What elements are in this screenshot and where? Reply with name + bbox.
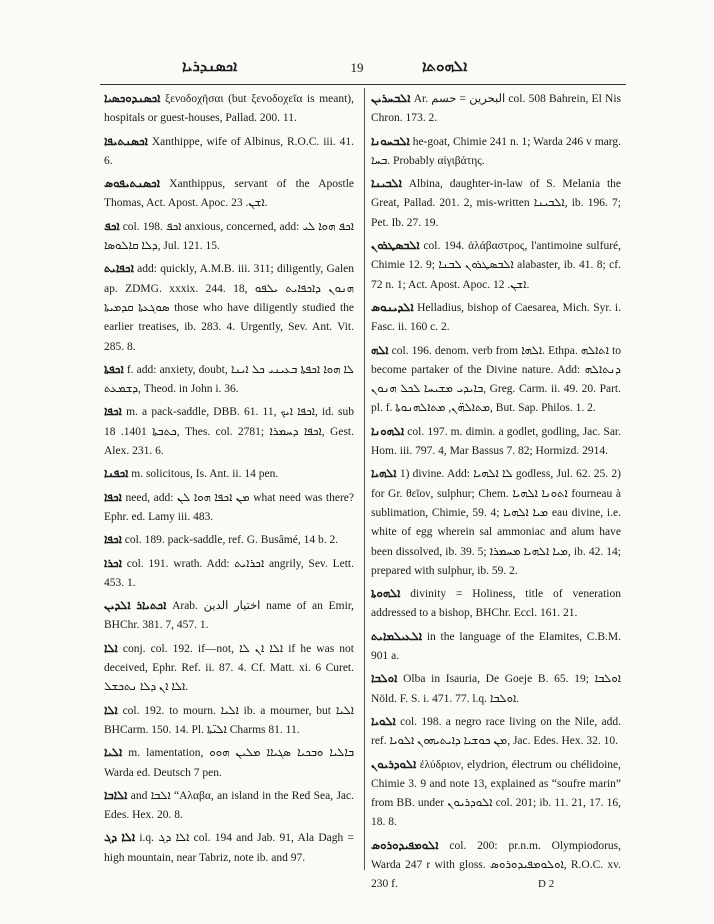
- dictionary-entry: [371, 670, 621, 709]
- entry-text: col. 197. m. dimin. a godlet, godling, Jac. Sar. Hom. iii. 797. 4, Mar Bassus 7. 82; Hormizd. 2914.: [371, 425, 621, 458]
- entry-headword: ܐܠܗܝܐ: [371, 468, 397, 481]
- entry-headword: ܐܠܥܝܠܡܐܝܬ: [371, 630, 423, 643]
- entry-headword: ܐܟܦܐ: [104, 406, 122, 419]
- entry-headword: ܐܠܒܚܘܢܐ: [371, 135, 410, 148]
- entry-text: col. 191. wrath. Add: ܐܟܪܐܝܬ angrily, Sev. Lett. 453. 1.: [104, 557, 354, 589]
- entry-headword: ܐܟܦܐܝܬ: [104, 263, 134, 276]
- dictionary-entry: [371, 299, 621, 338]
- entry-headword: ܐܘܠܒܐ: [371, 673, 398, 686]
- entry-text: Albina, daughter-in-law of S. Melania the Great, Pallad. 201. 2, mis-written ܐܠܒܝܢܐ, ib. 196. 7; Pet. Ib. 27. 19.: [371, 178, 622, 229]
- entry-text: f. add: anxiety, doubt, ܠܐ ܗܘܐ ܐܟܦܬܐ ܒܥܝܢܝ ܟܠ ܐܝܢܐ ܕܫܡܥܬ, Theod. in John i. 36.: [104, 363, 355, 396]
- dictionary-entry: [104, 90, 354, 129]
- entry-text: 1) divine. Add: ܠܐ ܐܠܗܝܐ godless, Jul. 62. 25. 2) for Gr. θεῖον, sulphur; Chem. ܐܬܘܢܐ ܐܠܗܝܐ fourneau à sublimation, Chimie, 59. 4; ܡܝܐ ܐܠܗܝܐ eau divine, i.e. white of egg wherein sal ammoniac and alum have been dissolved, ib. 39. 5; ܡܝܐ ܐܠܗܝܐ ܡܚܡܪܐ, ib. 42. 14; prepared with sulphur, ib. 59. 2.: [371, 468, 622, 577]
- signature-mark: D 2: [538, 878, 555, 890]
- entry-text: Arab. اختيار الدين name of an Emir, BHChr. 381. 7, 457. 1.: [104, 600, 355, 632]
- entry-headword: ܐܟܣܢܕܘܟܣܝܐ: [104, 93, 161, 105]
- dictionary-entry: [371, 628, 621, 667]
- entry-text: m. solicitous, Is. Ant. ii. 14 pen.: [131, 468, 279, 481]
- header-rule: [100, 84, 626, 85]
- dictionary-entry: [104, 531, 354, 550]
- dictionary-entry: [104, 133, 354, 172]
- entry-headword: ܐܠܗܘܢܐ: [371, 425, 405, 438]
- dictionary-entry: [104, 829, 354, 868]
- dictionary-entry: [104, 260, 354, 356]
- dictionary-entry: [104, 175, 354, 214]
- dictionary-entry: [371, 465, 621, 581]
- entry-text: m. a pack-saddle, DBB. 61. 11, ܐܟܦܐ ܐܝܟ, id. sub ܟܬܒܬܐ 1401. 18, Thes. col. 2781; ܐܟܦܐ ܕܚܡܪܐ, Gest. Alex. 231. 6.: [104, 406, 355, 458]
- dictionary-entry: [371, 342, 621, 419]
- entry-headword: ܐܠܘܕܪܝܘܢ: [371, 758, 417, 771]
- entry-text: i.q. ܐܠܐ ܕܓ col. 194 and Jab. 91, Ala Dagh = high mountain, near Tabriz, note ib. and 97.: [104, 832, 354, 864]
- entry-text: col. 198. a negro race living on the Nile, add. ref. ܡܢ ܟܘܫܝܐ ܕܐܝܬܝܗܘܢ ܐܠܘܝܐ, Jac. Edes. Hex. 32. 10.: [371, 715, 621, 748]
- entry-headword: ܐܟܪܐ: [104, 557, 122, 570]
- dictionary-entry: [371, 175, 621, 233]
- entry-text: Xanthippus, servant of the Apostle Thomas, Act. Apost. Apoc. ܐܫܢ. 23.: [104, 178, 354, 210]
- entry-text: col. 189. pack-saddle, ref. G. Busâmé, 14 b. 2.: [124, 534, 339, 547]
- entry-headword: ܐܠܘܝܐ: [371, 715, 396, 728]
- entry-text: he-goat, Chimie 241 n. 1; Warda 246 v marg. ܒܚܐ. Probably αἰγιβάτης.: [371, 135, 621, 167]
- dictionary-entry: [104, 465, 354, 484]
- entry-text: Olba in Isauria, De Goeje B. 65. 19; ܐܘܠܒܐ Nöld. F. S. i. 471. 77. l.q. ܐܘܠܒܐ.: [371, 673, 621, 705]
- dictionary-entry: [104, 640, 354, 698]
- entry-headword: ܐܠܘܡܦܝܕܘܪܘܣ: [371, 839, 439, 852]
- dictionary-entry: [104, 489, 354, 528]
- entry-headword: ܐܟܦܐ: [104, 491, 122, 504]
- dictionary-entry: [371, 585, 621, 624]
- entry-headword: ܐܠܗܘܬܐ: [371, 588, 401, 601]
- page-number: 19: [350, 60, 364, 75]
- entry-headword: ܐܠܐ: [104, 704, 118, 717]
- entry-text: Ar. البحرين = حسم col. 508 Bahrein, El Nis Chron. 173. 2.: [371, 93, 621, 125]
- entry-text: conj. col. 192. if—not, ܐܠܐ ܐܢ ܠܐ if he was not deceived, Ephr. Ref. ii. 87. 4. Cf. Matt. xi. 6 Curet. ܐܠܐ ܐܢ ܕܠܐ ܢܬܟܫܠ.: [104, 642, 354, 694]
- entry-text: ἐλύδριον, elydrion, électrum ou chélidoine, Chimie 3. 9 and note 13, explained as “soufre marin” from BB. under ܐܠܘܕܪܝܘܢ col. 201; ib. 11. 21, 17. 16, 18. 8.: [371, 758, 622, 829]
- entry-text: and ܐܠܒܐ “Αλαβα, an island in the Red Sea, Jac. Edes. Hex. 20. 8.: [104, 789, 355, 822]
- entry-text: add: quickly, A.M.B. iii. 311; diligently, Galen ap. ZDMG. xxxix. 244. 18, ܗܢܘܢ ܕܐܟܦܐܝܬ ܝܠܦܘ ܣܘܓܥܬܐ ܩܕܡܝܬܐ those who have diligently studied the earlier treatises, ib. 283. 4. Urgently, Sev. Ant. Vit. 285. 8.: [104, 263, 355, 353]
- entry-headword: ܐܟܣܢܬܝܦܐ: [104, 135, 148, 148]
- entry-headword: ܐܠܒܣܛܪܘܢ: [371, 240, 420, 253]
- dictionary-entry: [104, 218, 354, 257]
- dictionary-entry: [371, 756, 621, 833]
- left-column: [104, 90, 354, 872]
- dictionary-entry: [104, 403, 354, 461]
- right-column: [371, 90, 621, 899]
- dictionary-entry: [104, 702, 354, 741]
- running-head-left: ܐܟܣܢܕܪܝܐ: [182, 59, 238, 75]
- entry-headword: ܐܟܣܢܬܝܦܘܣ: [104, 178, 160, 191]
- entry-headword: ܐܟܦ: [104, 220, 120, 233]
- entry-headword: ܐܠܗ: [371, 344, 389, 357]
- dictionary-entry: [371, 423, 621, 462]
- entry-headword: ܐܟܦܢܐ: [104, 468, 129, 481]
- entry-headword: ܐܠܐ: [104, 642, 118, 655]
- running-head-right: ܐܠܗܘܬܐ: [422, 59, 468, 75]
- entry-text: col. 192. to mourn. ܐܠܝܐ ib. a mourner, but ܐܠܝܐ BHCarm. 150. 14. Pl. ܐܠܝ̈ܬܐ Charms 81. 11.: [104, 704, 354, 736]
- dictionary-entry: [371, 713, 621, 752]
- dictionary-entry: [104, 787, 354, 826]
- entry-text: divinity = Holiness, title of veneration addressed to a bishop, BHChr. Eccl. 161. 21.: [371, 588, 622, 620]
- entry-text: Helladius, bishop of Caesarea, Mich. Syr. i. Fasc. ii. 160 c. 2.: [371, 301, 621, 334]
- dictionary-entry: [104, 597, 354, 636]
- entry-headword: ܐܠܒܝܢܐ: [371, 178, 402, 191]
- entry-text: col. 194. ἀλάβαστρος, l'antimoine sulfuré, Chimie 12. 9; ܐܠܒܣܛܪܘܢ ܠܒܢܐ alabaster, ib. 41. 8; cf. 72 n. 1; Act. Apost. Apoc. ܐܫܢ. 12.: [371, 240, 622, 291]
- entry-headword: ܐܠܐ ܕܓ: [104, 832, 136, 845]
- entry-headword: ܐܟܬܝܐܪ ܐܠܕܝܢ: [104, 600, 167, 613]
- entry-text: Xanthippe, wife of Albinus, R.O.C. iii. 41. 6.: [104, 135, 354, 167]
- entry-text: in the language of the Elamites, C.B.M. 901 a.: [371, 630, 622, 663]
- entry-headword: ܐܠܕܝܢܘܣ: [371, 301, 414, 314]
- entry-text: col. 200: pr.n.m. Olympiodorus, Warda 247 r with gloss. ܐܘܠܘܡܦܝܕܘܪܘܣ, R.O.C. xv. 230 f.: [371, 839, 621, 891]
- entry-text: ξενοδοχῆσαι (but ξενοδοχεῖα is meant), hospitals or guest-houses, Pallad. 200. 11.: [104, 93, 354, 125]
- dictionary-entry: [104, 744, 354, 783]
- dictionary-entry: [104, 361, 354, 400]
- dictionary-entry: [371, 237, 621, 295]
- entry-text: m. lamentation, ܒܐܠܝܐ ܘܒܟܝܐ ܣܓܝܐܐ ܡܠܝܢ ܗܘܘ Warda ed. Deutsch 7 pen.: [104, 747, 355, 779]
- entry-headword: ܐܟܦܬܐ: [104, 363, 124, 376]
- entry-headword: ܐܠܐܒܐ: [104, 789, 128, 802]
- column-divider: [364, 88, 365, 870]
- dictionary-entry: [371, 90, 621, 129]
- entry-text: col. 198. ܐܟܦ anxious, concerned, add: ܐܟܦ ܗܘܐ ܠܝ ܕܠܐ ܩܐܠܘܣܐ, Jul. 121. 15.: [104, 220, 354, 253]
- dictionary-entry: [371, 837, 621, 895]
- entry-headword: ܐܠܝܐ: [104, 747, 123, 760]
- dictionary-entry: [371, 133, 621, 172]
- entry-headword: ܐܟܦܐ: [104, 534, 122, 547]
- entry-text: col. 196. denom. verb from ܐܠܗܐ. Ethpa. ܐܬܐܠܗ to become partaker of the Divine nature. Add: ܕܢܬܐܠܗ ܒܐܝܕܝ ܡܫܝܚܐ ܠܟܠ ܗܢܘܢ, Greg. Carm. ii. 49. 20. Part. pl. f. ܡܬܐܠܗ̈ܢ, ܡܬܐܠܗܢܘܬܐ, But. Sap. Philos. 1. 2.: [371, 344, 622, 415]
- entry-headword: ܐܠܒܚܪܝܢ: [371, 93, 411, 105]
- dictionary-entry: [104, 555, 354, 594]
- entry-text: need, add: ܡܢ ܐܟܦܐ ܗܘܐ ܠܢ what need was there? Ephr. ed. Lamy iii. 483.: [104, 491, 355, 523]
